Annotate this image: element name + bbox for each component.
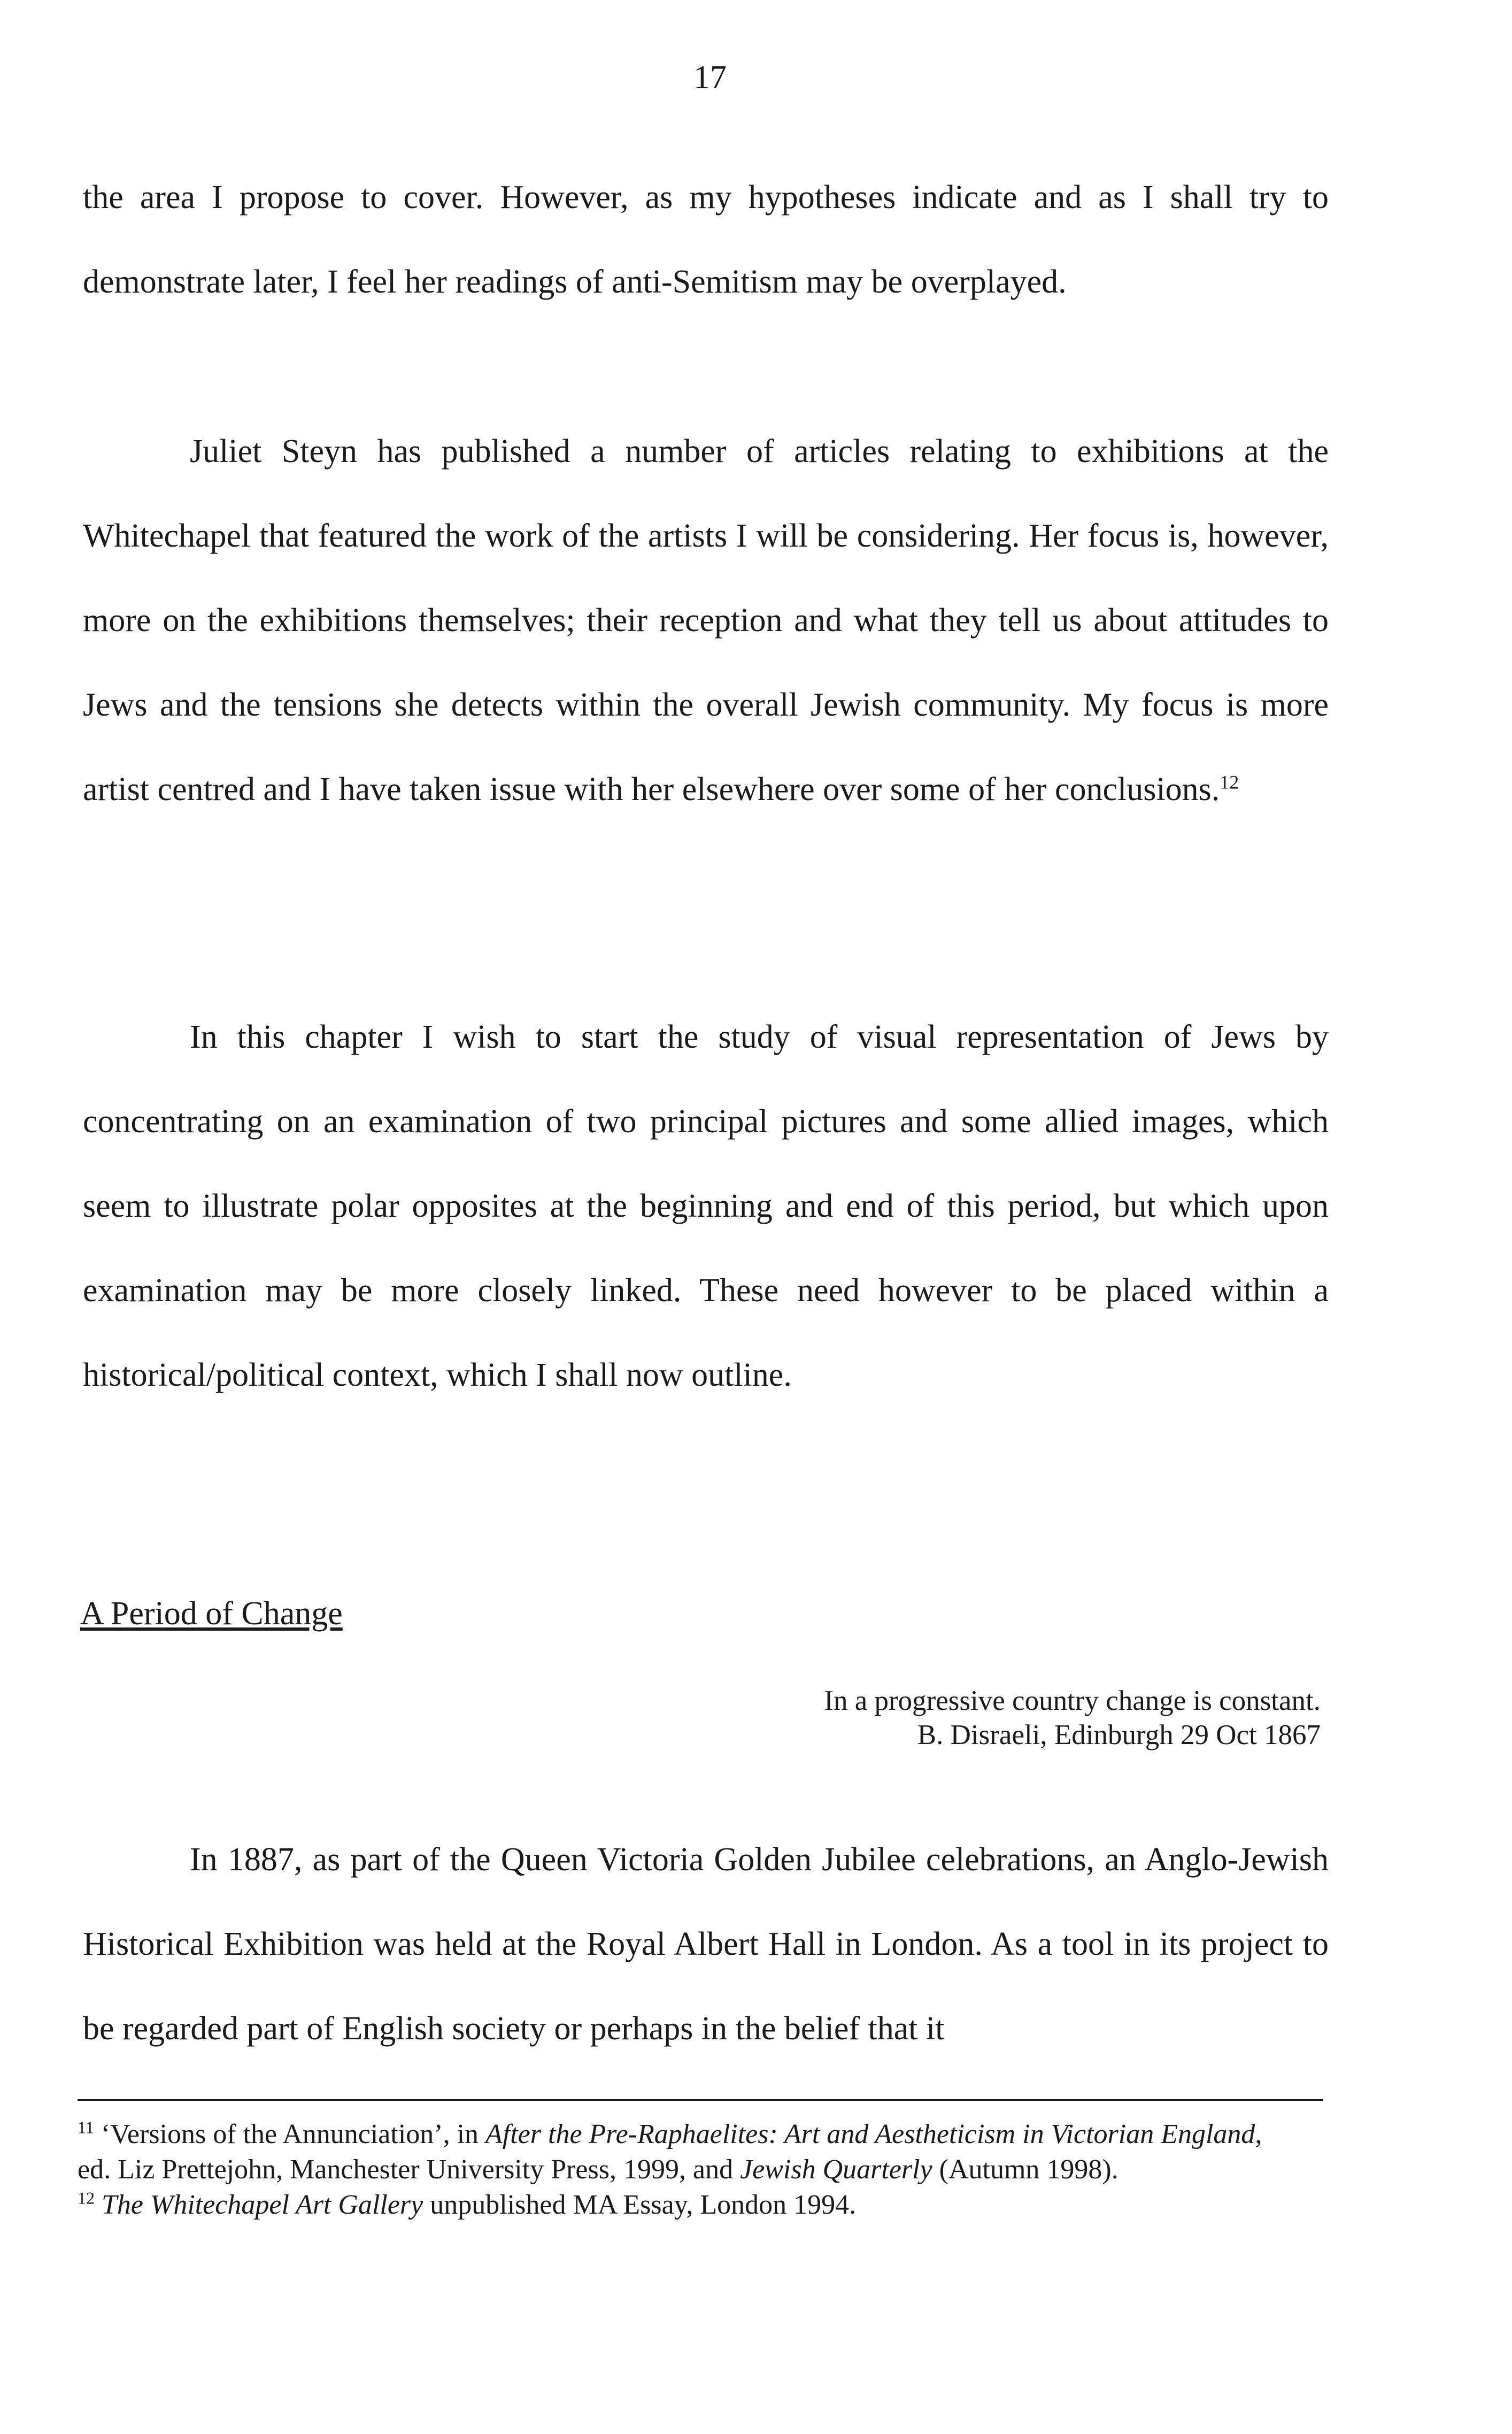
paragraph-continuation: the area I propose to cover. However, as my hypotheses indicate and as I shall try to demonstrate later, I feel her readings of anti-Semitism may be overplayed. — [83, 179, 1329, 300]
footnote-12 — [78, 2187, 1286, 2223]
epigraph-source: B. Disraeli, Edinburgh 29 Oct 1867 — [917, 1719, 1321, 1750]
footnote-text: ‘Versions of the Annunciation’, in — [101, 2119, 486, 2149]
footnote-title: Jewish Quarterly — [740, 2154, 932, 2185]
footnote-text: unpublished MA Essay, London 1994. — [423, 2190, 857, 2220]
footnote-11 — [78, 2117, 1286, 2187]
footnote-divider — [78, 2099, 1323, 2101]
footnote-number: 11 — [78, 2117, 94, 2137]
paragraph-chapter-aim: In this chapter I wish to start the study of visual representation of Jews by concentrating on an examination of two principal pictures and some allied images, which seem to illustrate polar opposites at the beginning and end of this period, but which upon examination may be more closely linked. These need however to be placed within a historical/political context, which I shall now outline. — [83, 1019, 1329, 1393]
paragraph-steyn-text: Juliet Steyn has published a number of articles relating to exhibitions at the Whitechapel that featured the work of the artists I will be considering. Her focus is, however, more on the exhibitions themselves; their reception and what they tell us about attitudes to Jews and the tensions she detects within the overall Jewish community. My focus is more artist centred and I have taken issue with her elsewhere over some of her conclusions. — [83, 433, 1329, 808]
paragraph-1887-exhibition: In 1887, as part of the Queen Victoria Golden Jubilee celebrations, an Anglo-Jewish Historical Exhibition was held at the Royal Albert Hall in London. As a tool in its project to be regarded part of English society or perhaps in the belief that it — [83, 1841, 1329, 2047]
footnote-text: (Autumn 1998). — [932, 2154, 1118, 2185]
footnote-title: After the Pre-Raphaelites: Art and Aestheticism in Victorian England — [485, 2119, 1255, 2149]
paragraph-steyn — [83, 409, 1329, 832]
footnote-number: 12 — [78, 2188, 95, 2208]
epigraph — [824, 1684, 1321, 1752]
footnote-text: , ed. Liz Prettejohn, Manchester University Press, 1999, and — [78, 2119, 1262, 2185]
page-number: 17 — [693, 59, 727, 96]
section-heading: A Period of Change — [80, 1595, 343, 1632]
epigraph-quote: In a progressive country change is constant. — [824, 1685, 1321, 1716]
footnote-ref-12[interactable]: 12 — [1220, 771, 1239, 793]
footnote-title: The Whitechapel Art Gallery — [102, 2190, 423, 2220]
footnotes — [78, 2117, 1286, 2223]
